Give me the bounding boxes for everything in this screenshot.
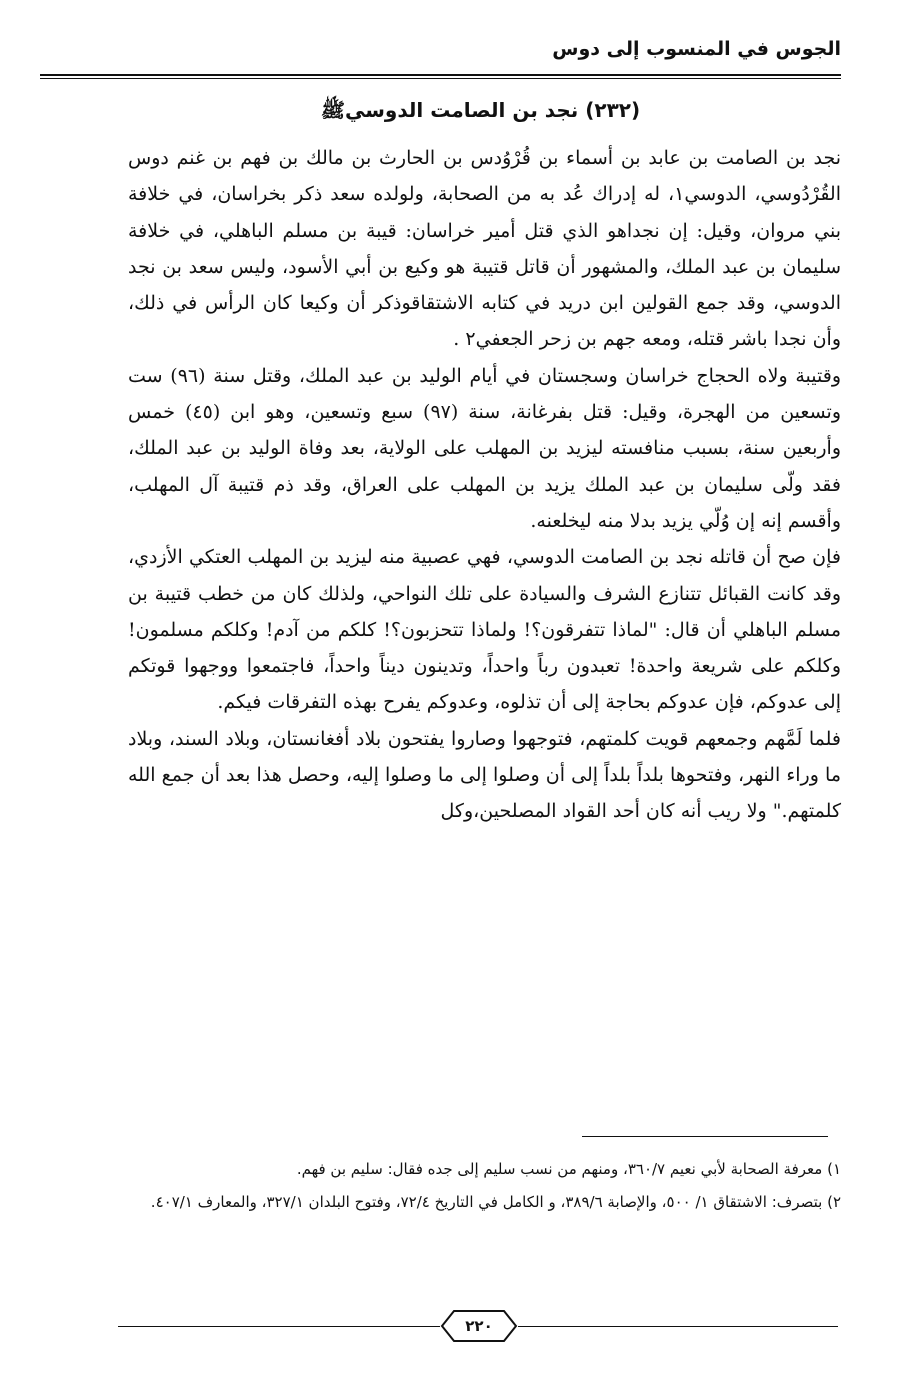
footnote-1: ١) معرفة الصحابة لأبي نعيم ٣٦٠/٧، ومنهم من نسب سليم إلى جده فقال: سليم بن فهم. — [296, 1160, 841, 1178]
page-number-badge — [440, 1309, 518, 1343]
paragraph-3: فإن صح أن قاتله نجد بن الصامت الدوسي، فهي عصبية منه ليزيد بن المهلب العتكي الأزدي، وقد كانت القبائل تتنازع الشرف والسيادة على تلك النواحي، ولذلك كان من خطب قتيبة بن مسلم الباهلي أن قال: "لماذا تتفرقون؟! ولماذا تتحزبون؟! كلكم من آدم! وكلكم مسلمون! وكلكم على شريعة واحدة! تعبدون رباً واحداً، وتدينون ديناً واحداً، فاجتمعوا ووجهوا قوتكم إلى عدوكم، فإن عدوكم بحاجة إلى أن تذلوه، وعدوكم يفرح بهذه التفرقات فيكم. — [128, 546, 841, 714]
footnotes — [128, 1153, 841, 1219]
footnote-separator — [582, 1136, 828, 1137]
entry-heading: (٢٣٢) نجد بن الصامت الدوسيﷺ — [320, 98, 641, 122]
paragraph-2: وقتيبة ولاه الحجاج خراسان وسجستان في أيام الوليد بن عبد الملك، وقتل سنة (٩٦) ست وتسعين من الهجرة، وقيل: قتل بفرغانة، سنة (٩٧) سبع وتسعين، وهو ابن (٤٥) خمس وأربعين سنة، بسبب منافسته ليزيد بن المهلب على الولاية، بعد وفاة الوليد بن عبد الملك، فقد ولّى سليمان بن عبد الملك يزيد بن المهلب على العراق، وقد ذم قتيبة آل المهلب، وأقسم إنه إن وُلّي يزيد بدلا منه ليخلعنه. — [128, 364, 842, 532]
header-rule — [40, 74, 841, 79]
body-text — [128, 140, 841, 830]
page-number: ٢٢٠ — [465, 1317, 493, 1335]
footnote-2: ٢) بتصرف: الاشتقاق ١/ ٥٠٠، والإصابة ٣٨٩/٦، و الكامل في التاريخ ٧٢/٤، وفتوح البلدان ٣٢٧/١، والمعارف ٤٠٧/١. — [150, 1193, 841, 1211]
paragraph-4: فلما لَمَّهم وجمعهم قويت كلمتهم، فتوجهوا وصاروا يفتحون بلاد أفغانستان، وبلاد السند، وبلاد ما وراء النهر، وفتحوها بلداً بلداً إلى أن وصلوا إلى ما وصلوا إليه، وحصل هذا بعد أن جمع الله كلمتهم." ولا ريب أنه كان أحد القواد المصلحين،وكل — [128, 727, 841, 823]
footer-rule-right — [518, 1326, 838, 1327]
footer-rule-left — [118, 1326, 440, 1327]
running-header: الجوس في المنسوب إلى دوس — [552, 38, 841, 60]
paragraph-1: نجد بن الصامت بن عابد بن أسماء بن قُرْوُدس بن الحارث بن مالك بن فهم بن غنم دوس القُرْدُوسي، الدوسي١، له إدراك عُد به من الصحابة، ولولده سعد ذكر بخراسان، في خلافة بني مروان، وقيل: إن نجداهو الذي قتل أمير خراسان: قيبة بن مسلم الباهلي، في خلافة سليمان بن عبد الملك، والمشهور أن قاتل قتيبة هو وكيع بن أبي الأسود، وليس سعد بن نجد الدوسي، وقد جمع القولين ابن دريد في كتابه الاشتقاقوذكر أن وكيعا كان الرأس في ذلك، وأن نجدا باشر قتله، ومعه جهم بن زحر الجعفي٢ . — [128, 147, 842, 351]
